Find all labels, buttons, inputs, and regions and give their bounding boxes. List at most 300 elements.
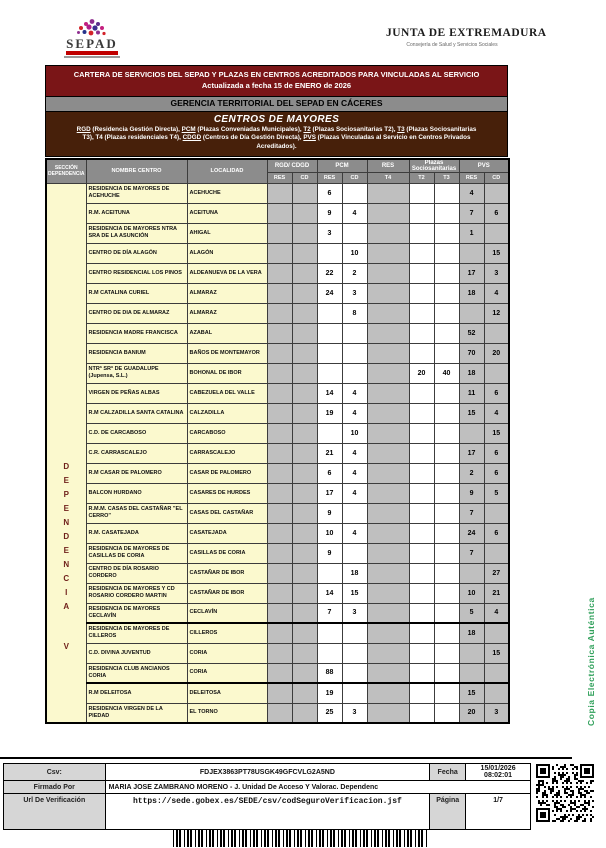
cell-t2 — [409, 523, 434, 543]
cell-nombre: R.M. ACEITUNA — [86, 203, 187, 223]
document-title-banner — [45, 65, 508, 97]
cell-pvs-cd — [484, 663, 509, 683]
cell-rgd-cd — [292, 663, 317, 683]
cell-rgd-res — [267, 323, 292, 343]
cell-pcm-res: 24 — [317, 283, 342, 303]
cell-nombre: CENTRO DE DIA DE ALMARAZ — [86, 303, 187, 323]
cell-pcm-cd: 18 — [342, 563, 367, 583]
legend-segment: (Plazas Conveniadas Municipales), — [195, 125, 304, 133]
cell-t3 — [434, 323, 459, 343]
org-subtitle: Consejería de Salud y Servicios Sociales — [406, 42, 498, 48]
csv-value: FDJEX3863PT78USGK49GFCVLG2A5ND — [105, 764, 430, 781]
cell-res-t4 — [367, 263, 409, 283]
cell-t2 — [409, 603, 434, 623]
cell-pcm-cd — [342, 663, 367, 683]
cell-t2 — [409, 543, 434, 563]
cell-rgd-cd — [292, 603, 317, 623]
cell-pvs-cd: 3 — [484, 703, 509, 723]
group-header: RGD/ CDGD — [267, 159, 317, 173]
cell-rgd-res — [267, 283, 292, 303]
cell-pcm-res — [317, 423, 342, 443]
cell-pvs-cd — [484, 183, 509, 203]
cell-pcm-cd: 3 — [342, 283, 367, 303]
cell-pcm-cd — [342, 223, 367, 243]
cell-pcm-cd: 4 — [342, 523, 367, 543]
cell-nombre: R.M CALZADILLA SANTA CATALINA — [86, 403, 187, 423]
cell-nombre: RESIDENCIA VIRGEN DE LA PIEDAD — [86, 703, 187, 723]
fecha-label: Fecha — [430, 764, 466, 781]
table-row — [46, 643, 509, 663]
cell-pvs-res — [459, 643, 484, 663]
cell-pvs-res: 70 — [459, 343, 484, 363]
cell-t3 — [434, 403, 459, 423]
pagina-value: 1/7 — [466, 794, 531, 830]
cell-pcm-cd: 8 — [342, 303, 367, 323]
cell-localidad: CECLAVÍN — [187, 603, 267, 623]
table-row — [46, 383, 509, 403]
cell-t2 — [409, 323, 434, 343]
cell-pcm-res: 22 — [317, 263, 342, 283]
cell-rgd-cd — [292, 683, 317, 703]
table-row — [46, 203, 509, 223]
cell-res-t4 — [367, 403, 409, 423]
legend-segment: PCM — [181, 125, 196, 133]
cell-pvs-res: 11 — [459, 383, 484, 403]
cell-t2 — [409, 683, 434, 703]
cell-pvs-res — [459, 423, 484, 443]
cell-pcm-res — [317, 643, 342, 663]
cell-nombre: RESIDENCIA DE MAYORES DE CASILLAS DE CORIA — [86, 543, 187, 563]
cell-t2 — [409, 443, 434, 463]
cell-pcm-res: 19 — [317, 403, 342, 423]
table-row — [46, 243, 509, 263]
cell-localidad: CASATEJADA — [187, 523, 267, 543]
cell-pcm-res: 14 — [317, 383, 342, 403]
cell-t3 — [434, 263, 459, 283]
cell-pcm-res: 7 — [317, 603, 342, 623]
cell-t3 — [434, 623, 459, 643]
cell-t2 — [409, 243, 434, 263]
cell-pvs-cd: 27 — [484, 563, 509, 583]
sub-header: CD — [484, 172, 509, 183]
legend-segment: PVS — [303, 134, 316, 142]
cell-pcm-cd: 10 — [342, 423, 367, 443]
cell-pcm-cd — [342, 323, 367, 343]
firmado-label: Firmado Por — [4, 781, 106, 794]
cell-localidad: CARRASCALEJO — [187, 443, 267, 463]
cell-pvs-res: 5 — [459, 603, 484, 623]
table-row — [46, 583, 509, 603]
plazas-table — [45, 158, 510, 725]
column-header-seccion: SECCIÓN DEPENDENCIA — [46, 159, 86, 184]
cell-localidad: CALZADILLA — [187, 403, 267, 423]
cell-pvs-res — [459, 243, 484, 263]
cell-t3 — [434, 543, 459, 563]
cell-rgd-res — [267, 423, 292, 443]
cell-rgd-cd — [292, 323, 317, 343]
cell-pvs-cd: 6 — [484, 443, 509, 463]
cell-pvs-cd: 4 — [484, 283, 509, 303]
cell-nombre: RESIDENCIA DE MAYORES Y CD ROSARIO CORDERO MARTIN — [86, 583, 187, 603]
cell-t3 — [434, 643, 459, 663]
cell-pcm-res: 10 — [317, 523, 342, 543]
cell-res-t4 — [367, 583, 409, 603]
cell-t2 — [409, 463, 434, 483]
cell-t3 — [434, 443, 459, 463]
cell-pcm-res — [317, 363, 342, 383]
cell-pvs-res: 18 — [459, 623, 484, 643]
cell-pcm-cd — [342, 683, 367, 703]
cell-pvs-cd — [484, 503, 509, 523]
cell-localidad: CASTAÑAR DE IBOR — [187, 583, 267, 603]
cell-nombre: C.R. CARRASCALEJO — [86, 443, 187, 463]
cell-res-t4 — [367, 523, 409, 543]
cell-res-t4 — [367, 243, 409, 263]
cell-t2 — [409, 583, 434, 603]
cell-res-t4 — [367, 443, 409, 463]
cell-rgd-res — [267, 363, 292, 383]
cell-nombre: R.M. CASATEJADA — [86, 523, 187, 543]
sub-header: T4 — [367, 172, 409, 183]
cell-localidad: CABEZUELA DEL VALLE — [187, 383, 267, 403]
sepad-dots-icon — [74, 18, 110, 38]
cell-pvs-cd — [484, 223, 509, 243]
copia-autentica-watermark: Copia Electrónica Auténtica — [586, 597, 596, 727]
table-row — [46, 403, 509, 423]
cell-rgd-cd — [292, 383, 317, 403]
table-row — [46, 603, 509, 623]
cell-pcm-cd — [342, 503, 367, 523]
cell-pcm-cd: 4 — [342, 403, 367, 423]
cell-rgd-res — [267, 663, 292, 683]
cell-t3 — [434, 683, 459, 703]
cell-pvs-cd: 3 — [484, 263, 509, 283]
cell-t3 — [434, 203, 459, 223]
cell-res-t4 — [367, 463, 409, 483]
cell-t3 — [434, 383, 459, 403]
table-row — [46, 623, 509, 643]
cell-t2 — [409, 263, 434, 283]
group-header: RES — [367, 159, 409, 173]
cell-res-t4 — [367, 703, 409, 723]
cell-pvs-res: 20 — [459, 703, 484, 723]
cell-t2 — [409, 423, 434, 443]
cell-rgd-cd — [292, 183, 317, 203]
footer-row-csv — [4, 764, 531, 781]
legend-segment: T3 — [397, 125, 405, 133]
cell-rgd-res — [267, 643, 292, 663]
cell-t2 — [409, 303, 434, 323]
legend-segment: (Centros de Día Gestión Directa), — [201, 134, 304, 142]
cell-pvs-res: 15 — [459, 403, 484, 423]
cell-pcm-res: 9 — [317, 543, 342, 563]
cell-localidad: CARCABOSO — [187, 423, 267, 443]
cell-pcm-res: 25 — [317, 703, 342, 723]
cell-pvs-res: 4 — [459, 183, 484, 203]
cell-nombre: RESIDENCIA BANIUM — [86, 343, 187, 363]
cell-pvs-res: 10 — [459, 583, 484, 603]
cell-pvs-res: 7 — [459, 543, 484, 563]
cell-pvs-cd: 4 — [484, 603, 509, 623]
cell-pvs-cd: 12 — [484, 303, 509, 323]
legend-segment: (Plazas Vinculadas al Servicio en Centros Privados Acreditados). — [256, 134, 471, 150]
org-title: JUNTA DE EXTREMADURA — [386, 27, 547, 39]
cell-pcm-cd: 3 — [342, 703, 367, 723]
cell-t3 — [434, 703, 459, 723]
cell-pvs-res: 7 — [459, 203, 484, 223]
table-row — [46, 563, 509, 583]
cell-pvs-cd: 15 — [484, 423, 509, 443]
table-row — [46, 523, 509, 543]
group-header: PCM — [317, 159, 367, 173]
cell-pvs-res — [459, 563, 484, 583]
cell-pvs-cd: 6 — [484, 523, 509, 543]
cell-pvs-cd — [484, 323, 509, 343]
cell-res-t4 — [367, 203, 409, 223]
cell-pvs-res: 18 — [459, 283, 484, 303]
cell-pvs-cd: 21 — [484, 583, 509, 603]
cell-t3 — [434, 223, 459, 243]
document-content — [45, 65, 508, 724]
cell-nombre: NTRª SRª DE GUADALUPE (Jupensa, S.L.) — [86, 363, 187, 383]
cell-t2 — [409, 183, 434, 203]
verification-url-link[interactable]: https://sede.gobex.es/SEDE/csv/codSeguroVerificacion.jsf — [105, 794, 430, 830]
cell-pcm-res: 6 — [317, 463, 342, 483]
cell-t3 — [434, 463, 459, 483]
gerencia-banner: GERENCIA TERRITORIAL DEL SEPAD EN CÁCERES — [45, 97, 508, 112]
cell-pcm-cd: 4 — [342, 383, 367, 403]
cell-pvs-cd: 6 — [484, 383, 509, 403]
cell-t2 — [409, 383, 434, 403]
legend-segment: (Residencia Gestión Directa), — [90, 125, 182, 133]
cell-rgd-cd — [292, 643, 317, 663]
cell-t3 — [434, 303, 459, 323]
sub-header: RES — [317, 172, 342, 183]
cell-rgd-cd — [292, 403, 317, 423]
table-row — [46, 263, 509, 283]
cell-nombre: R.M CASAR DE PALOMERO — [86, 463, 187, 483]
cell-res-t4 — [367, 623, 409, 643]
cell-localidad: CASTAÑAR DE IBOR — [187, 563, 267, 583]
cell-localidad: CORIA — [187, 643, 267, 663]
signature-footer — [3, 763, 531, 830]
cell-localidad: ACEHUCHE — [187, 183, 267, 203]
cell-nombre: R.M DELEITOSA — [86, 683, 187, 703]
cell-t3 — [434, 243, 459, 263]
cell-pvs-cd: 4 — [484, 403, 509, 423]
cell-t3 — [434, 503, 459, 523]
cell-localidad: BOHONAL DE IBOR — [187, 363, 267, 383]
cell-res-t4 — [367, 663, 409, 683]
cell-localidad: DELEITOSA — [187, 683, 267, 703]
cell-localidad: BAÑOS DE MONTEMAYOR — [187, 343, 267, 363]
cell-rgd-res — [267, 703, 292, 723]
cell-rgd-res — [267, 343, 292, 363]
cell-localidad: AHIGAL — [187, 223, 267, 243]
sub-header: T3 — [434, 172, 459, 183]
cell-rgd-cd — [292, 623, 317, 643]
cell-nombre: CENTRO DE DÍA ROSARIO CORDERO — [86, 563, 187, 583]
section-banner — [45, 112, 508, 157]
cell-pvs-cd — [484, 623, 509, 643]
cell-pcm-cd: 15 — [342, 583, 367, 603]
cell-rgd-cd — [292, 483, 317, 503]
cell-pcm-res — [317, 303, 342, 323]
cell-pcm-res — [317, 243, 342, 263]
cell-res-t4 — [367, 423, 409, 443]
cell-rgd-res — [267, 183, 292, 203]
column-header-localidad: LOCALIDAD — [187, 159, 267, 184]
cell-pcm-res: 9 — [317, 203, 342, 223]
cell-nombre: R.M CATALINA CURIEL — [86, 283, 187, 303]
cell-localidad: ACEITUNA — [187, 203, 267, 223]
table-row — [46, 443, 509, 463]
cell-pcm-cd: 4 — [342, 463, 367, 483]
cell-nombre: C.D. DE CARCABOSO — [86, 423, 187, 443]
cell-rgd-res — [267, 543, 292, 563]
cell-res-t4 — [367, 563, 409, 583]
cell-nombre: C.D. DIVINA JUVENTUD — [86, 643, 187, 663]
cell-t3 — [434, 423, 459, 443]
table-row — [46, 343, 509, 363]
cell-localidad: CASAR DE PALOMERO — [187, 463, 267, 483]
sub-header: RES — [459, 172, 484, 183]
cell-t3 — [434, 603, 459, 623]
cell-res-t4 — [367, 503, 409, 523]
table-row — [46, 463, 509, 483]
cell-pvs-res: 17 — [459, 263, 484, 283]
cell-pcm-res: 3 — [317, 223, 342, 243]
cell-pcm-res: 21 — [317, 443, 342, 463]
group-header: Plazas Sociosanitarias — [409, 159, 459, 173]
cell-pcm-res — [317, 623, 342, 643]
cell-rgd-res — [267, 263, 292, 283]
pagina-label: Página — [430, 794, 466, 830]
cell-localidad: CASILLAS DE CORIA — [187, 543, 267, 563]
cell-pvs-res — [459, 303, 484, 323]
legend-segment: CDGD — [182, 134, 202, 142]
cell-pvs-res: 18 — [459, 363, 484, 383]
cell-pcm-cd: 2 — [342, 263, 367, 283]
legend-segment: T2 — [303, 125, 311, 133]
cell-rgd-res — [267, 443, 292, 463]
cell-pvs-res — [459, 663, 484, 683]
junta-extremadura-logo — [386, 27, 547, 48]
cell-t2 — [409, 563, 434, 583]
cell-pcm-res: 14 — [317, 583, 342, 603]
cell-pcm-cd: 4 — [342, 483, 367, 503]
cell-nombre: RESIDENCIA DE MAYORES NTRA SRA DE LA ASUNCIÓN — [86, 223, 187, 243]
cell-localidad: CASAS DEL CASTAÑAR — [187, 503, 267, 523]
cell-localidad: CORIA — [187, 663, 267, 683]
cell-t3 — [434, 183, 459, 203]
cell-pvs-res: 7 — [459, 503, 484, 523]
cell-pcm-cd — [342, 363, 367, 383]
cell-t2 — [409, 623, 434, 643]
cell-rgd-cd — [292, 343, 317, 363]
cell-res-t4 — [367, 543, 409, 563]
cell-pvs-cd: 6 — [484, 463, 509, 483]
cell-t2 — [409, 203, 434, 223]
cell-nombre: RESIDENCIA MADRE FRANCISCA — [86, 323, 187, 343]
cell-nombre: VIRGEN DE PEÑAS ALBAS — [86, 383, 187, 403]
cell-rgd-cd — [292, 563, 317, 583]
sub-header: CD — [342, 172, 367, 183]
cell-rgd-res — [267, 563, 292, 583]
cell-rgd-res — [267, 583, 292, 603]
cell-t3 — [434, 523, 459, 543]
table-row — [46, 663, 509, 683]
cell-pvs-res: 17 — [459, 443, 484, 463]
cell-t2 — [409, 643, 434, 663]
cell-pcm-res — [317, 563, 342, 583]
cell-pvs-cd — [484, 363, 509, 383]
cell-res-t4 — [367, 283, 409, 303]
cell-rgd-cd — [292, 423, 317, 443]
cell-t2 — [409, 223, 434, 243]
group-header: PVS — [459, 159, 509, 173]
table-row — [46, 323, 509, 343]
cell-localidad: ALAGÓN — [187, 243, 267, 263]
cell-rgd-cd — [292, 243, 317, 263]
legend-text — [72, 126, 481, 152]
cell-res-t4 — [367, 223, 409, 243]
cell-pvs-cd: 5 — [484, 483, 509, 503]
cell-pcm-cd — [342, 543, 367, 563]
sub-header: RES — [267, 172, 292, 183]
sepad-logo-bar — [66, 51, 118, 55]
cell-pcm-cd — [342, 343, 367, 363]
seccion-dependencia-cell: D E P E N D E N C I A V — [46, 183, 86, 723]
cell-nombre: BALCON HURDANO — [86, 483, 187, 503]
sepad-logo-subline — [64, 56, 120, 58]
cell-pvs-cd: 6 — [484, 203, 509, 223]
footer-divider — [0, 757, 572, 759]
cell-res-t4 — [367, 303, 409, 323]
barcode — [173, 830, 431, 847]
cell-pvs-res: 24 — [459, 523, 484, 543]
cell-pvs-res: 1 — [459, 223, 484, 243]
cell-pvs-cd — [484, 543, 509, 563]
cell-res-t4 — [367, 383, 409, 403]
sub-header: CD — [292, 172, 317, 183]
cell-res-t4 — [367, 483, 409, 503]
cell-nombre: CENTRO RESIDENCIAL LOS PINOS — [86, 263, 187, 283]
cell-res-t4 — [367, 323, 409, 343]
sub-header: T2 — [409, 172, 434, 183]
cell-pcm-cd — [342, 183, 367, 203]
cell-localidad: CILLEROS — [187, 623, 267, 643]
table-row — [46, 543, 509, 563]
cell-rgd-cd — [292, 303, 317, 323]
table-row — [46, 503, 509, 523]
cell-pcm-cd: 4 — [342, 203, 367, 223]
cell-rgd-cd — [292, 263, 317, 283]
cell-rgd-res — [267, 483, 292, 503]
cell-pvs-res: 15 — [459, 683, 484, 703]
cell-pcm-cd — [342, 643, 367, 663]
cell-t2 — [409, 403, 434, 423]
cell-rgd-res — [267, 223, 292, 243]
cell-rgd-cd — [292, 523, 317, 543]
table-row — [46, 363, 509, 383]
cell-nombre: RESIDENCIA CLUB ANCIANOS CORIA — [86, 663, 187, 683]
cell-res-t4 — [367, 183, 409, 203]
table-row — [46, 683, 509, 703]
cell-nombre: CENTRO DE DÍA ALAGÓN — [86, 243, 187, 263]
cell-rgd-res — [267, 683, 292, 703]
fecha-value: 15/01/2026 08:02:01 — [466, 764, 531, 781]
